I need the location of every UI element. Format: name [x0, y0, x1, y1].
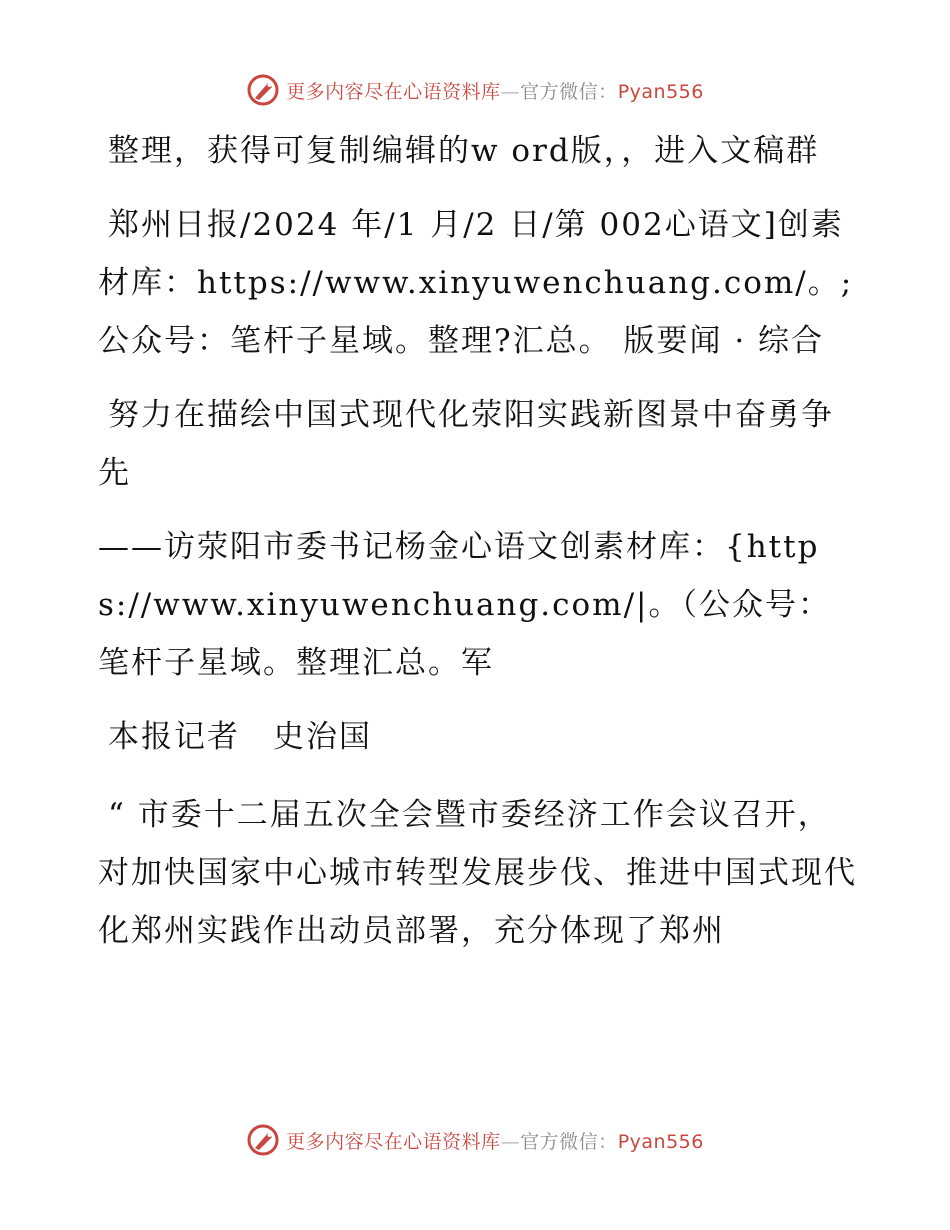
watermark-wechat-id: Pyan556 — [617, 1130, 704, 1153]
article-subtitle: ——访荥阳市委书记杨金心语文创素材库：{https://www.xinyuwenchuang.com/|。（公众号：笔杆子星域。整理汇总。军 — [98, 529, 831, 681]
watermark-site-text: 更多内容尽在心语资料库 — [286, 1130, 501, 1153]
paragraph-intro: 整理，获得可复制编辑的w ord版，，进入文稿群 — [108, 133, 820, 169]
watermark-wechat-id: Pyan556 — [617, 80, 704, 103]
footer-watermark — [0, 1120, 950, 1160]
watermark-dash: — — [500, 1130, 521, 1153]
paragraph-source: 郑州日报/2024 年/1 月/2 日/第 002心语文]创素材库：https://www.xinyuwenchuang.com/。;公众号：笔杆子星域。整理?汇总。 版要闻 · 综合 — [98, 207, 854, 359]
document-body — [98, 122, 858, 976]
watermark-official-label: 官方微信： — [520, 80, 618, 103]
article-paragraph: “ 市委十二届五次全会暨市委经济工作会议召开，对加快国家中心城市转型发展步伐、推进中国式现代化郑州实践作出动员部署，充分体现了郑州 — [98, 797, 857, 949]
pen-nib-circle-icon — [246, 1123, 280, 1157]
watermark-text — [286, 1127, 704, 1154]
watermark-site-text: 更多内容尽在心语资料库 — [286, 80, 501, 103]
article-byline: 本报记者 史治国 — [108, 719, 372, 755]
watermark-dash: — — [500, 80, 521, 103]
watermark-text — [286, 77, 704, 104]
header-watermark — [0, 70, 950, 110]
article-title: 努力在描绘中国式现代化荥阳实践新图景中奋勇争先 — [98, 397, 834, 491]
watermark-official-label: 官方微信： — [520, 1130, 618, 1153]
pen-nib-circle-icon — [246, 73, 280, 107]
